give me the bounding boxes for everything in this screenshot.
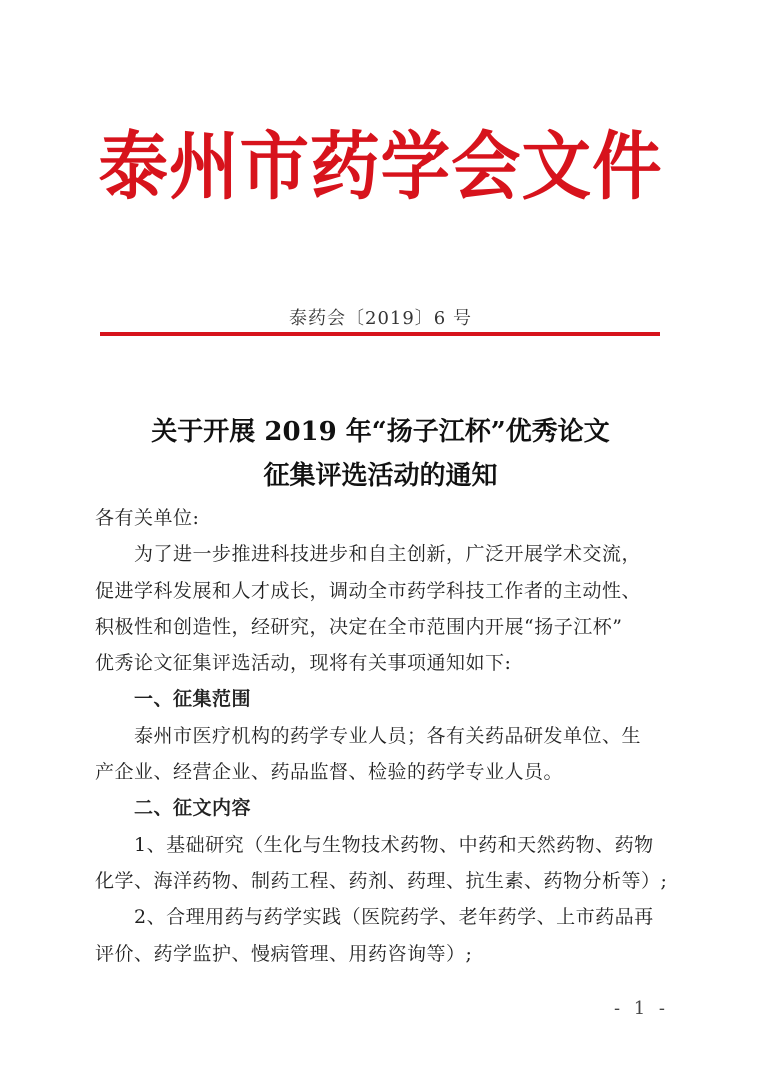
notice-title-line-1: 关于开展 2019 年“扬子江杯”优秀论文 [151,417,610,447]
notice-body [95,500,675,972]
notice-title [0,410,761,498]
salutation: 各有关单位: [95,507,200,529]
intro-line-2: 促进学科发展和人才成长，调动全市药学科技工作者的主动性、 [95,579,642,602]
section-2-item-2-line-1: 2、合理用药与药学实践（医院药学、老年药学、上市药品再 [134,906,654,929]
page-number: - 1 - [613,998,669,1019]
section-2-item-1-line-2: 化学、海洋药物、制药工程、药剂、药理、抗生素、药物分析等）; [95,869,668,892]
section-2-heading: 二、征文内容 [134,797,252,820]
section-1-line-1: 泰州市医疗机构的药学专业人员；各有关药品研发单位、生 [134,724,642,747]
section-1-heading: 一、征集范围 [134,688,252,711]
document-number: 泰药会〔2019〕6 号 [289,308,472,329]
notice-title-line-2: 征集评选活动的通知 [263,461,498,491]
intro-line-4: 优秀论文征集评选活动，现将有关事项通知如下: [95,652,512,675]
section-2-item-2-line-2: 评价、药学监护、慢病管理、用药咨询等）; [95,942,473,965]
red-divider-line [100,332,660,336]
section-2-item-1-line-1: 1、基础研究（生化与生物技术药物、中药和天然药物、药物 [134,833,654,856]
intro-line-1: 为了进一步推进科技进步和自主创新，广泛开展学术交流， [134,543,642,566]
section-1-line-2: 产企业、经营企业、药品监督、检验的药学专业人员。 [95,761,564,784]
intro-line-3: 积极性和创造性，经研究，决定在全市范围内开展“扬子江杯” [95,615,623,638]
masthead-title: 泰州市药学会文件 [98,124,663,210]
